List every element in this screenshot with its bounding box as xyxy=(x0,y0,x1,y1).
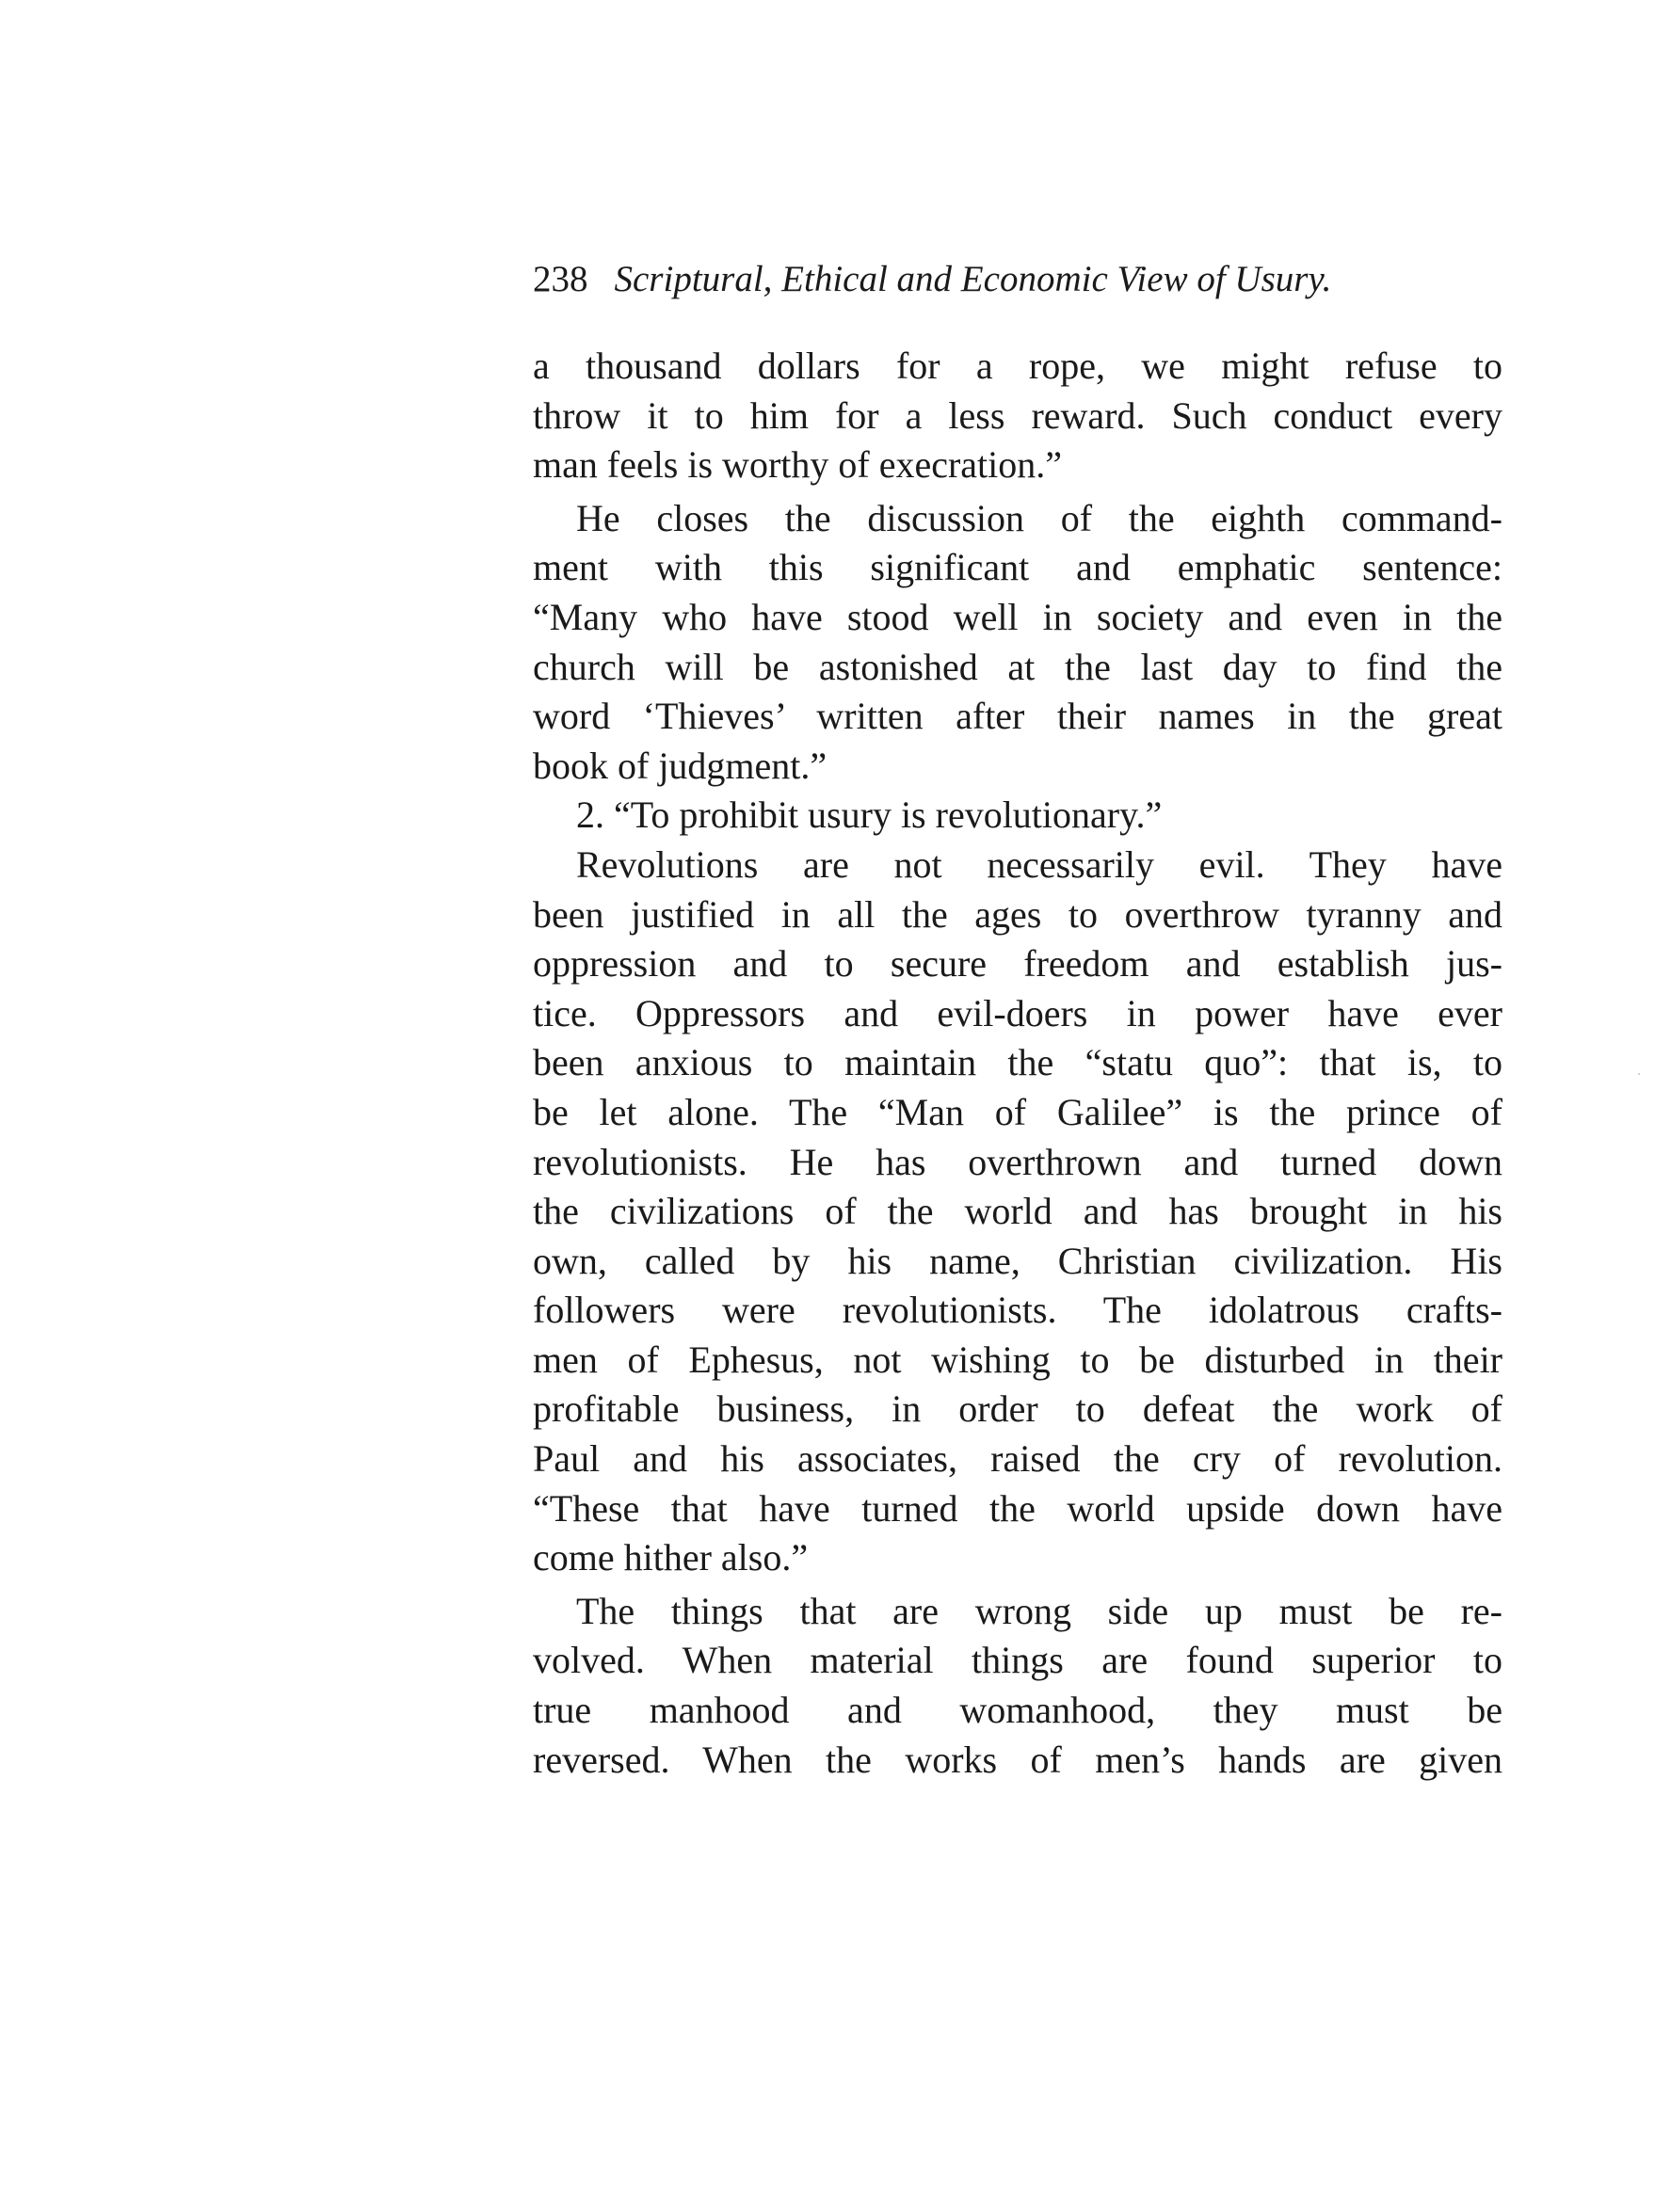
text-line: “These that have turned the world upside down have xyxy=(533,1486,1502,1530)
text-line: tice. Oppressors and evil-doers in power have ever xyxy=(533,991,1502,1034)
text-line: oppression and to secure freedom and establish jus- xyxy=(533,942,1502,986)
page-number: 238 xyxy=(533,259,588,299)
text-line: ment with this significant and emphatic sentence: xyxy=(533,546,1502,589)
text-line: church will be astonished at the last day to find the xyxy=(533,645,1502,688)
text-line: book of judgment.” xyxy=(533,744,827,787)
text-line: throw it to him for a less reward. Such conduct every xyxy=(533,393,1502,437)
paragraph-revolutions xyxy=(533,841,1502,1583)
text-line: “Many who have stood well in society and even in the xyxy=(533,595,1502,638)
text-line: word ‘Thieves’ written after their names in the great xyxy=(533,695,1502,738)
text-line: come hither also.” xyxy=(533,1536,809,1579)
text-line: volved. When material things are found superior to xyxy=(533,1639,1502,1682)
text-line: reversed. When the works of men’s hands are given xyxy=(533,1738,1502,1781)
text-line: He closes the discussion of the eighth command- xyxy=(576,496,1502,539)
text-line: men of Ephesus, not wishing to be disturbed in their xyxy=(533,1338,1502,1381)
text-line: 2. “To prohibit usury is revolutionary.” xyxy=(576,793,1163,837)
text-line: the civilizations of the world and has brought in his xyxy=(533,1190,1502,1233)
text-line: man feels is worthy of execration.” xyxy=(533,443,1063,487)
text-line: a thousand dollars for a rope, we might refuse to xyxy=(533,345,1502,387)
paragraph-continuation xyxy=(533,342,1502,490)
text-line: profitable business, in order to defeat the work of xyxy=(533,1387,1502,1431)
paragraph-numbered-point xyxy=(533,791,1502,841)
text-line: be let alone. The “Man of Galilee” is the prince of xyxy=(533,1090,1502,1133)
text-line: revolutionists. He has overthrown and turned down xyxy=(533,1140,1502,1183)
text-line: been justified in all the ages to overthrow tyranny and xyxy=(533,892,1502,936)
text-line: own, called by his name, Christian civilization. His xyxy=(533,1239,1502,1282)
text-line: The things that are wrong side up must be re- xyxy=(576,1589,1502,1632)
scan-speck xyxy=(1638,1073,1640,1075)
text-line: been anxious to maintain the “statu quo”: that is, to xyxy=(533,1041,1502,1084)
text-line: followers were revolutionists. The idolatrous crafts- xyxy=(533,1289,1502,1332)
paragraph-wrong-side-up xyxy=(533,1587,1502,1785)
paragraph-eighth-commandment xyxy=(533,494,1502,792)
text-line: Revolutions are not necessarily evil. They have xyxy=(576,842,1502,886)
text-line: Paul and his associates, raised the cry of revolution. xyxy=(533,1437,1502,1481)
body-text xyxy=(533,342,1502,1785)
running-head xyxy=(533,256,1512,303)
running-title: Scriptural, Ethical and Economic View of Usury. xyxy=(614,259,1332,299)
text-line: true manhood and womanhood, they must be xyxy=(533,1689,1502,1732)
